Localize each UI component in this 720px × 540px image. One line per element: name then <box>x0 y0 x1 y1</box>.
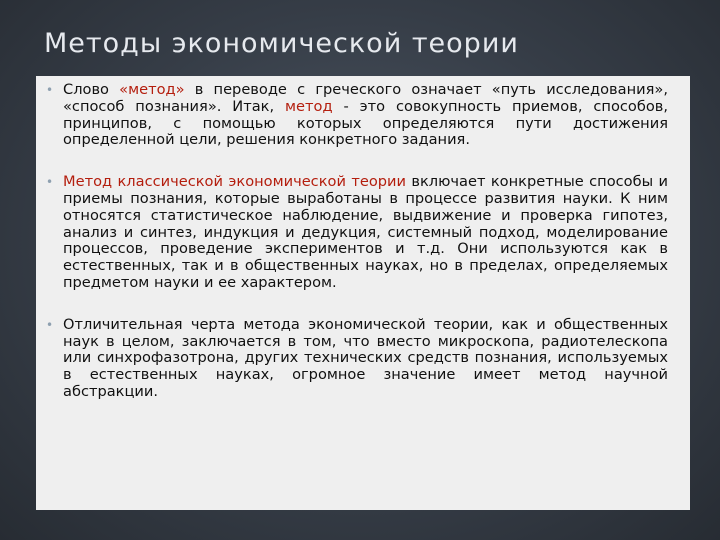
content-panel <box>36 76 690 510</box>
bullet-text-segment: - это совокупность приемов, способов, принципов, с помощью которых определяются пути достижения определенной цели, решения конкретного задания. <box>63 97 668 149</box>
slide-title: Методы экономической теории <box>44 28 519 59</box>
bullet-item <box>46 174 668 292</box>
bullet-marker-icon: • <box>46 83 54 97</box>
bullet-marker-icon: • <box>46 175 54 190</box>
bullet-text-segment: Отличительная черта метода экономической теории, как и общественных наук в целом, заключается в том, что вместо микроскопа, радиотелескопа или синхрофазотрона, других технических средств познания, используемых в естественных науках, огромное значение имеет метод научной абстракции. <box>63 315 668 400</box>
bullet-marker-icon: • <box>46 317 54 332</box>
accent-term: метод <box>285 97 333 115</box>
bullet-text-segment: в переводе с греческого означает «путь исследования», «способ познания». Итак, <box>63 81 668 115</box>
bullet-item <box>46 82 668 149</box>
accent-term: Метод классической экономической теории <box>63 173 406 191</box>
bullet-item <box>46 317 668 401</box>
bullet-text-segment: включает конкретные способы и приемы познания, которые выработаны в процессе развития науки. К ним относятся статистическое наблюдение, выдвижение и проверка гипотез, анализ и синтез, индукция и дедукция, системный подход, моделирование процессов, проведение экспериментов и т.д. Они используются как в естественных, так и в общественных науках, но в пределах, определяемых предметом науки и ее характером. <box>63 173 669 291</box>
bullet-text-segment: Слово <box>63 81 120 98</box>
accent-term: «метод» <box>119 81 185 98</box>
